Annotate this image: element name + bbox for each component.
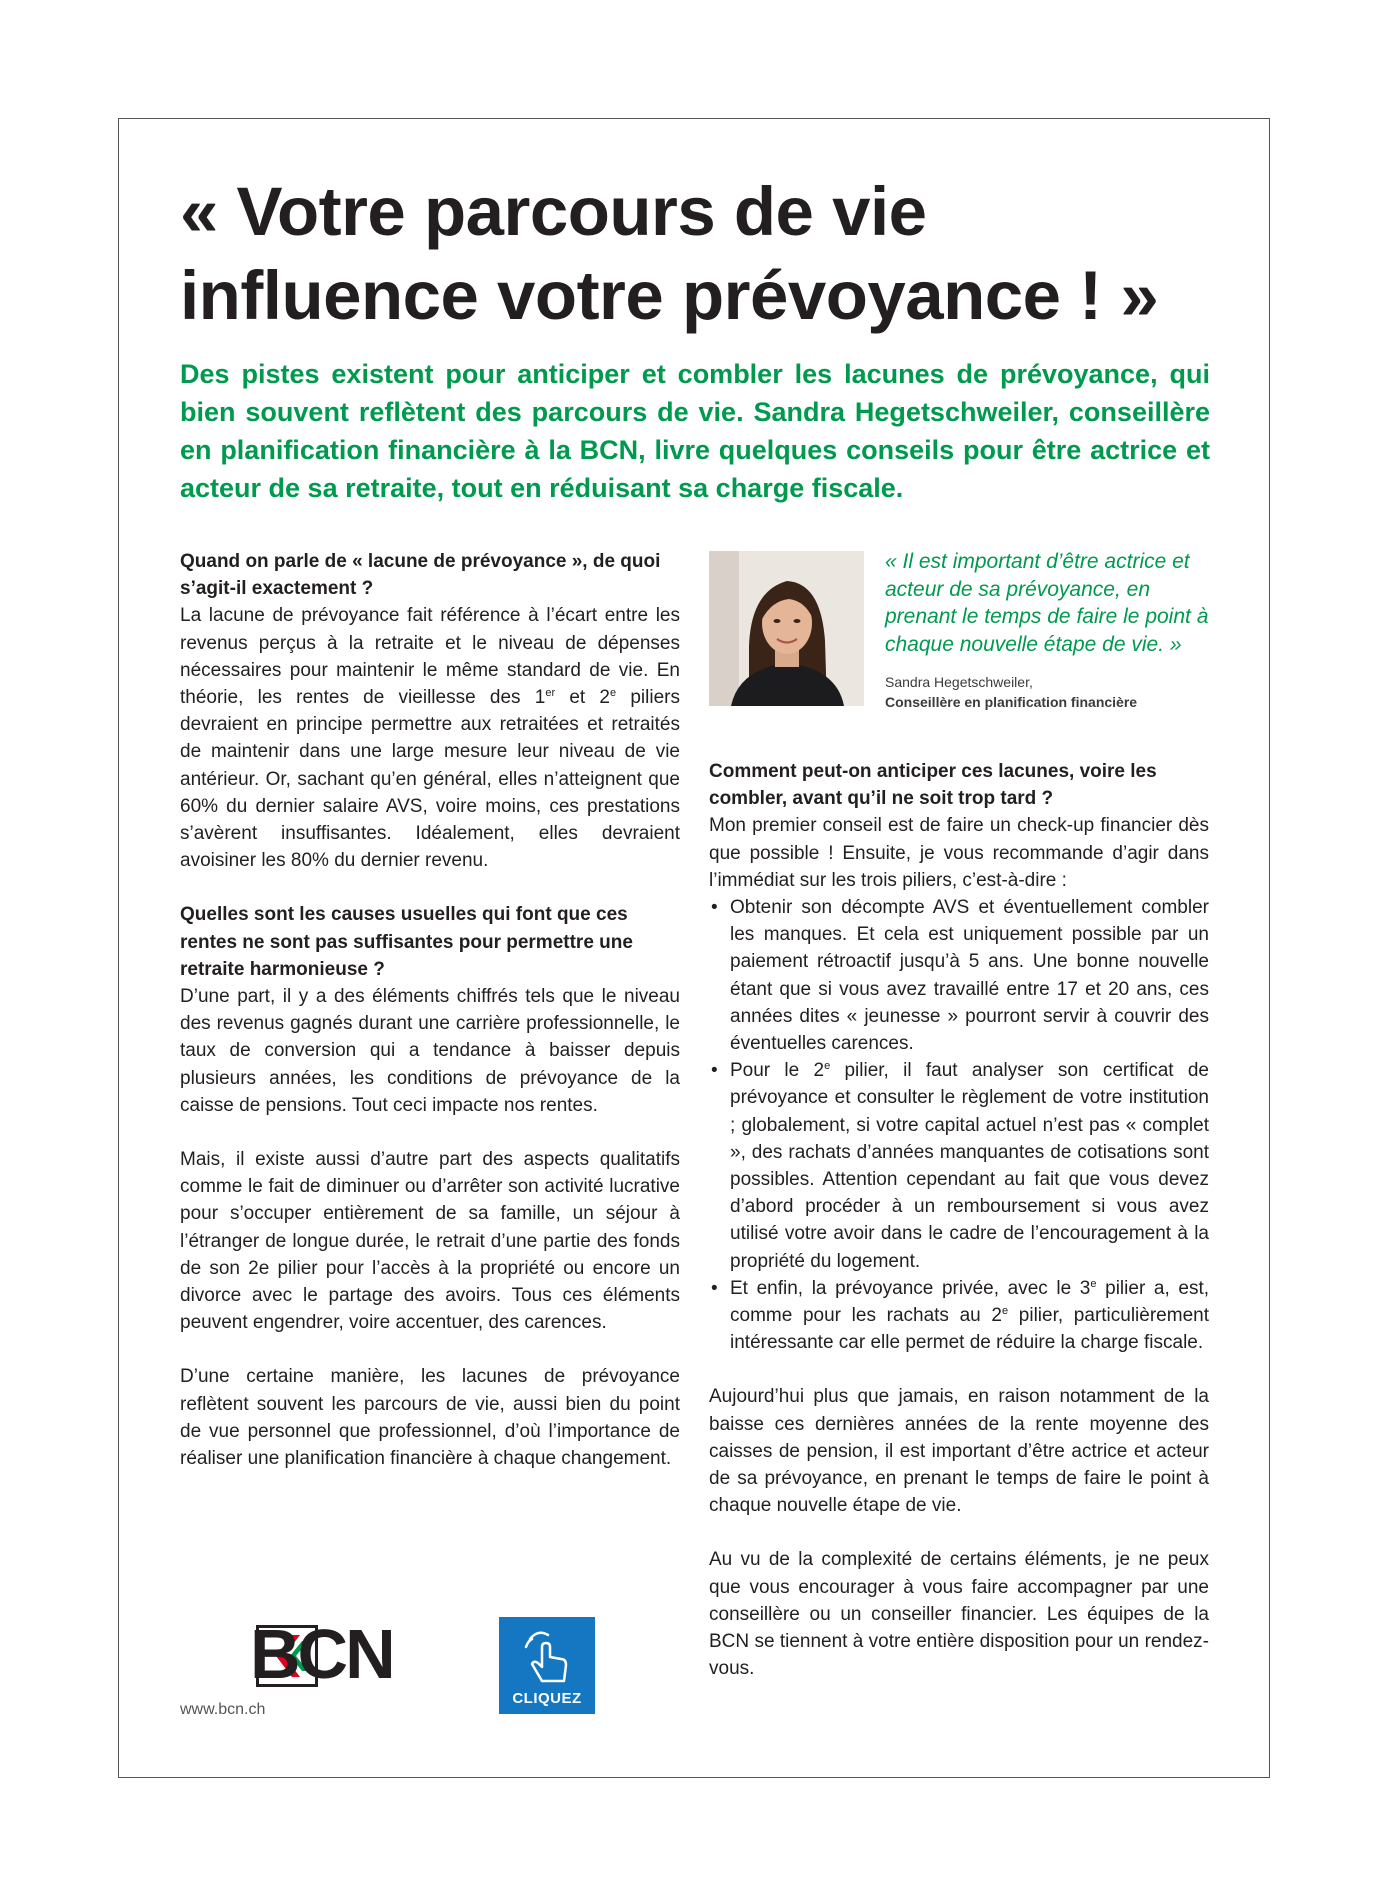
question-1: Quand on parle de « lacune de prévoyance », de quoi s’agit-il exactement ? [180,551,661,600]
advice-list [709,894,1209,1356]
list-item: • Pour le 2e pilier, il faut analyser son certificat de prévoyance et consulter le règlement de votre institution ; globalement, si votre capital actuel n’est pas « complet », des rachats d’années manquantes de cotisations sont possibles. Attention cependant au fait que vous devez d’abord procéder à un remboursement si vous avez utilisé votre avoir dans le cadre de l’encouragement à la propriété du logement. [709,1057,1209,1275]
quote-author-role: Conseillère en planification financière [885,694,1138,710]
list-item: • Obtenir son décompte AVS et éventuellement combler les manques. Et cela est uniquement possible par un paiement rétroactif jusqu’à 5 ans. Une bonne nouvelle étant que si vous avez travaillé entre 17 et 20 ans, ces années dites « jeunesse » pourront servir à couvrir des éventuelles carences. [709,894,1209,1057]
answer-advice: Au vu de la complexité de certains éléments, je ne peux que vous encourager à vous faire accompagner par une conseillère ou un conseiller financier. Les équipes de la BCN se tiennent à votre entière disposition pour un rendez-vous. [709,1549,1209,1680]
pull-quote: « Il est important d’être actrice et acteur de sa prévoyance, en prenant le temps de faire le point à chaque nouvelle étape de vie. » [885,550,1209,656]
list-item: • Et enfin, la prévoyance privée, avec le 3e pilier a, est, comme pour les rachats au 2e pilier, particulièrement intéressante car elle permet de réduire la charge fiscale. [709,1275,1209,1357]
answer-conclusion: Aujourd’hui plus que jamais, en raison notamment de la baisse ces dernières années de la rente moyenne des caisses de pension, il est important d’être actrice et acteur de sa prévoyance, en prenant le temps de faire le point à chaque nouvelle étape de vie. [709,1386,1209,1517]
website-link[interactable]: www.bcn.ch [180,1701,266,1718]
answer-1: La lacune de prévoyance fait référence à l’écart entre les revenus perçus à la retraite et le niveau de dépenses nécessaires pour maintenir le même standard de vie. En théorie, les rentes de vieillesse des 1er et 2e piliers devraient en principe permettre aux retraitées et retraités de maintenir dans une large mesure leur niveau de vie antérieur. Or, sachant qu’en général, elles n’atteignent que 60% du dernier salaire AVS, voire moins, ces prestations s’avèrent insuffisantes. Idéalement, elles devraient avoisiner les 80% du dernier revenu. [180,605,680,872]
portrait-photo [709,551,864,706]
lead-paragraph: Des pistes existent pour anticiper et combler les lacunes de prévoyance, qui bien souvent reflètent des parcours de vie. Sandra Hegetschweiler, conseillère en planification financière à la BCN, livre quelques conseils pour être actrice et acteur de sa retraite, tout en réduisant sa charge fiscale. [180,359,1210,503]
quote-attribution [885,672,1215,712]
question-3: Comment peut-on anticiper ces lacunes, voire les combler, avant qu’il ne soit trop tard ? [709,761,1157,810]
bcn-logo-text: BCN [250,1615,393,1693]
hand-pointer-icon [516,1627,578,1689]
left-column [180,548,680,1472]
click-button[interactable] [499,1617,595,1714]
click-button-label: CLIQUEZ [512,1690,582,1707]
answer-3: Mais, il existe aussi d’autre part des aspects qualitatifs comme le fait de diminuer ou d’arrêter son activité lucrative pour s’occuper entièrement de sa famille, un séjour à l’étranger de longue durée, le retrait d’une partie des fonds de son 2e pilier pour l’accès à la propriété ou encore un divorce avec le partage des avoirs. Tous ces éléments peuvent engendrer, voire accentuer, des carences. [180,1149,680,1334]
answer-intro: Mon premier conseil est de faire un check-up financier dès que possible ! Ensuite, je vous recommande d’agir dans l’immédiat sur les trois piliers, c’est-à-dire : [709,815,1209,891]
page-title: « Votre parcours de vie influence votre prévoyance ! » [180,173,1159,334]
quote-author-name: Sandra Hegetschweiler, [885,674,1033,690]
question-2: Quelles sont les causes usuelles qui font que ces rentes ne sont pas suffisantes pour permettre une retraite harmonieuse ? [180,904,633,980]
answer-4: D’une certaine manière, les lacunes de prévoyance reflètent souvent les parcours de vie, aussi bien du point de vue personnel que professionnel, d’où l’importance de réaliser une planification financière à chaque changement. [180,1366,680,1470]
right-column [709,758,1209,1683]
portrait-illustration [709,551,864,706]
answer-2: D’une part, il y a des éléments chiffrés tels que le niveau des revenus gagnés durant une carrière professionnelle, le taux de conversion qui a tendance à baisser depuis plusieurs années, les conditions de prévoyance de la caisse de pensions. Tout ceci impacte nos rentes. [180,986,680,1116]
